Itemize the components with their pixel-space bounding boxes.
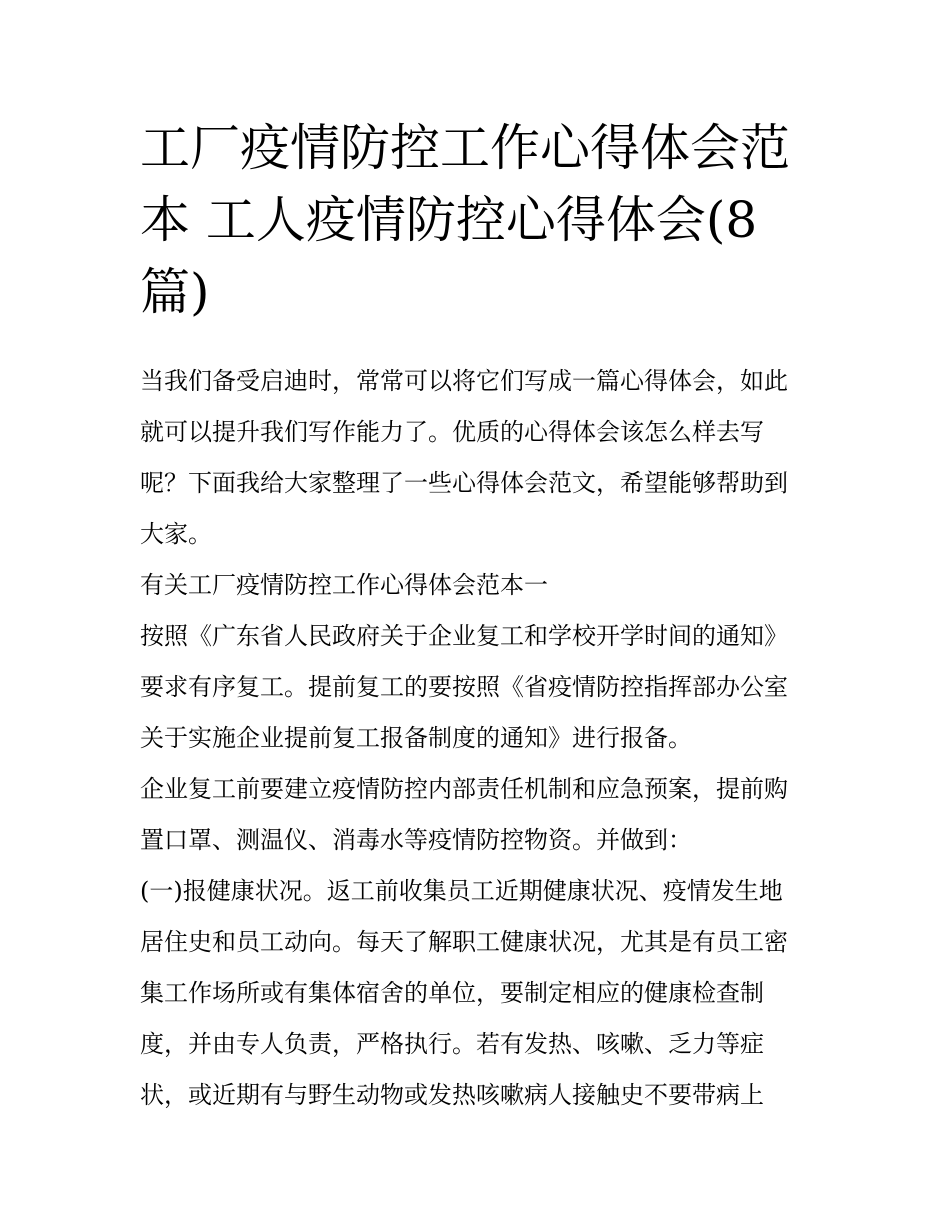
title-line: 本 工人疫情防控心得体会(8	[140, 191, 758, 249]
body-line: 大家。	[140, 520, 212, 548]
section-heading: 有关工厂疫情防控工作心得体会范本一	[140, 571, 548, 599]
body-line: 置口罩、测温仪、消毒水等疫情防控物资。并做到：	[140, 826, 692, 854]
document-body	[140, 356, 820, 1121]
body-line: 企业复工前要建立疫情防控内部责任机制和应急预案，提前购	[140, 775, 788, 803]
title-line: 篇)	[140, 263, 210, 321]
body-line: 状，或近期有与野生动物或发热咳嗽病人接触史不要带病上	[140, 1081, 764, 1109]
body-line: 集工作场所或有集体宿舍的单位，要制定相应的健康检查制	[140, 979, 764, 1007]
body-line: 呢？下面我给大家整理了一些心得体会范文，希望能够帮助到	[140, 469, 788, 497]
body-line: 居住史和员工动向。每天了解职工健康状况，尤其是有员工密	[140, 928, 788, 956]
body-line: (一)报健康状况。返工前收集员工近期健康状况、疫情发生地	[140, 877, 783, 905]
document-title	[140, 112, 820, 328]
body-line: 要求有序复工。提前复工的要按照《省疫情防控指挥部办公室	[140, 673, 788, 701]
body-line: 关于实施企业提前复工报备制度的通知》进行报备。	[140, 724, 692, 752]
body-line: 按照《广东省人民政府关于企业复工和学校开学时间的通知》	[140, 622, 788, 650]
body-line: 当我们备受启迪时，常常可以将它们写成一篇心得体会，如此	[140, 367, 788, 395]
title-line: 工厂疫情防控工作心得体会范	[140, 119, 790, 177]
body-line: 就可以提升我们写作能力了。优质的心得体会该怎么样去写	[140, 418, 764, 446]
body-line: 度，并由专人负责，严格执行。若有发热、咳嗽、乏力等症	[140, 1030, 764, 1058]
